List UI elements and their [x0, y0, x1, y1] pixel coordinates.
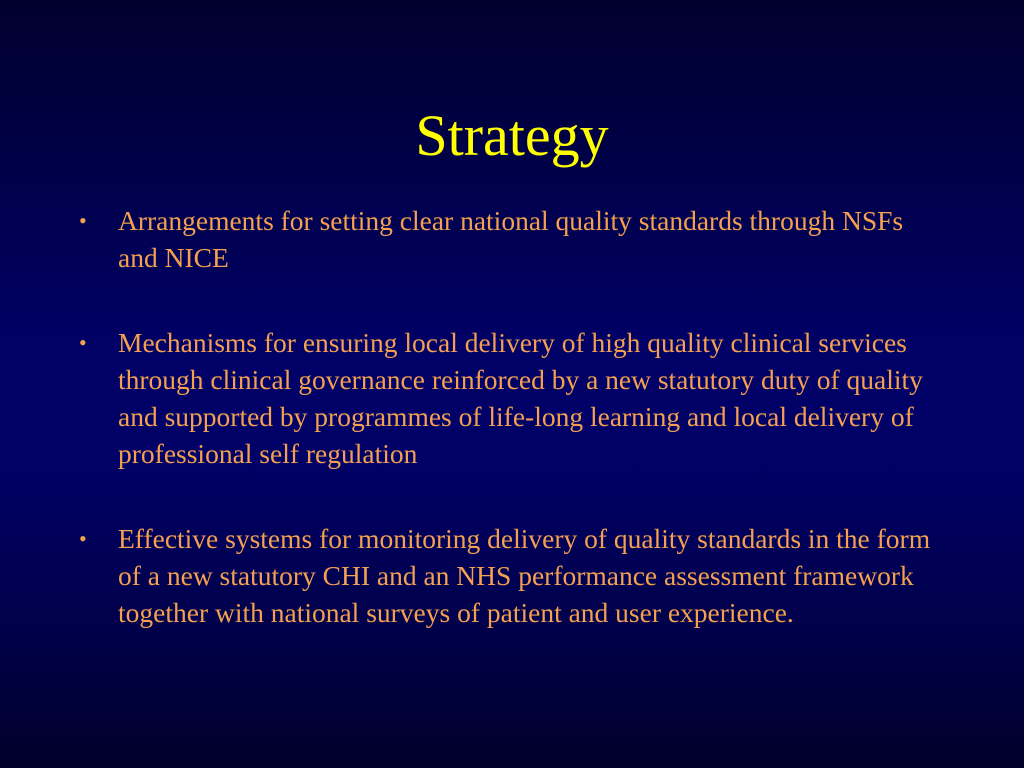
bullet-text: Effective systems for monitoring delivery of quality standards in the form of a new statutory CHI and an NHS performance assessment framework together with national surveys of patient and user experience. — [118, 523, 931, 628]
bullet-text: Arrangements for setting clear national quality standards through NSFs and NICE — [118, 205, 904, 273]
bullet-item — [75, 520, 938, 631]
bullet-icon: • — [79, 526, 87, 551]
bullet-icon: • — [79, 208, 87, 233]
bullet-icon: • — [79, 330, 87, 355]
slide-title: Strategy — [415, 103, 609, 168]
bullet-list — [75, 202, 935, 631]
bullet-item — [75, 324, 938, 472]
bullet-text: Mechanisms for ensuring local delivery of high quality clinical services through clinical governance reinforced by a new statutory duty of quality and supported by programmes of life-long learning and local delivery of professional self regulation — [118, 327, 923, 469]
bullet-item — [75, 202, 918, 276]
